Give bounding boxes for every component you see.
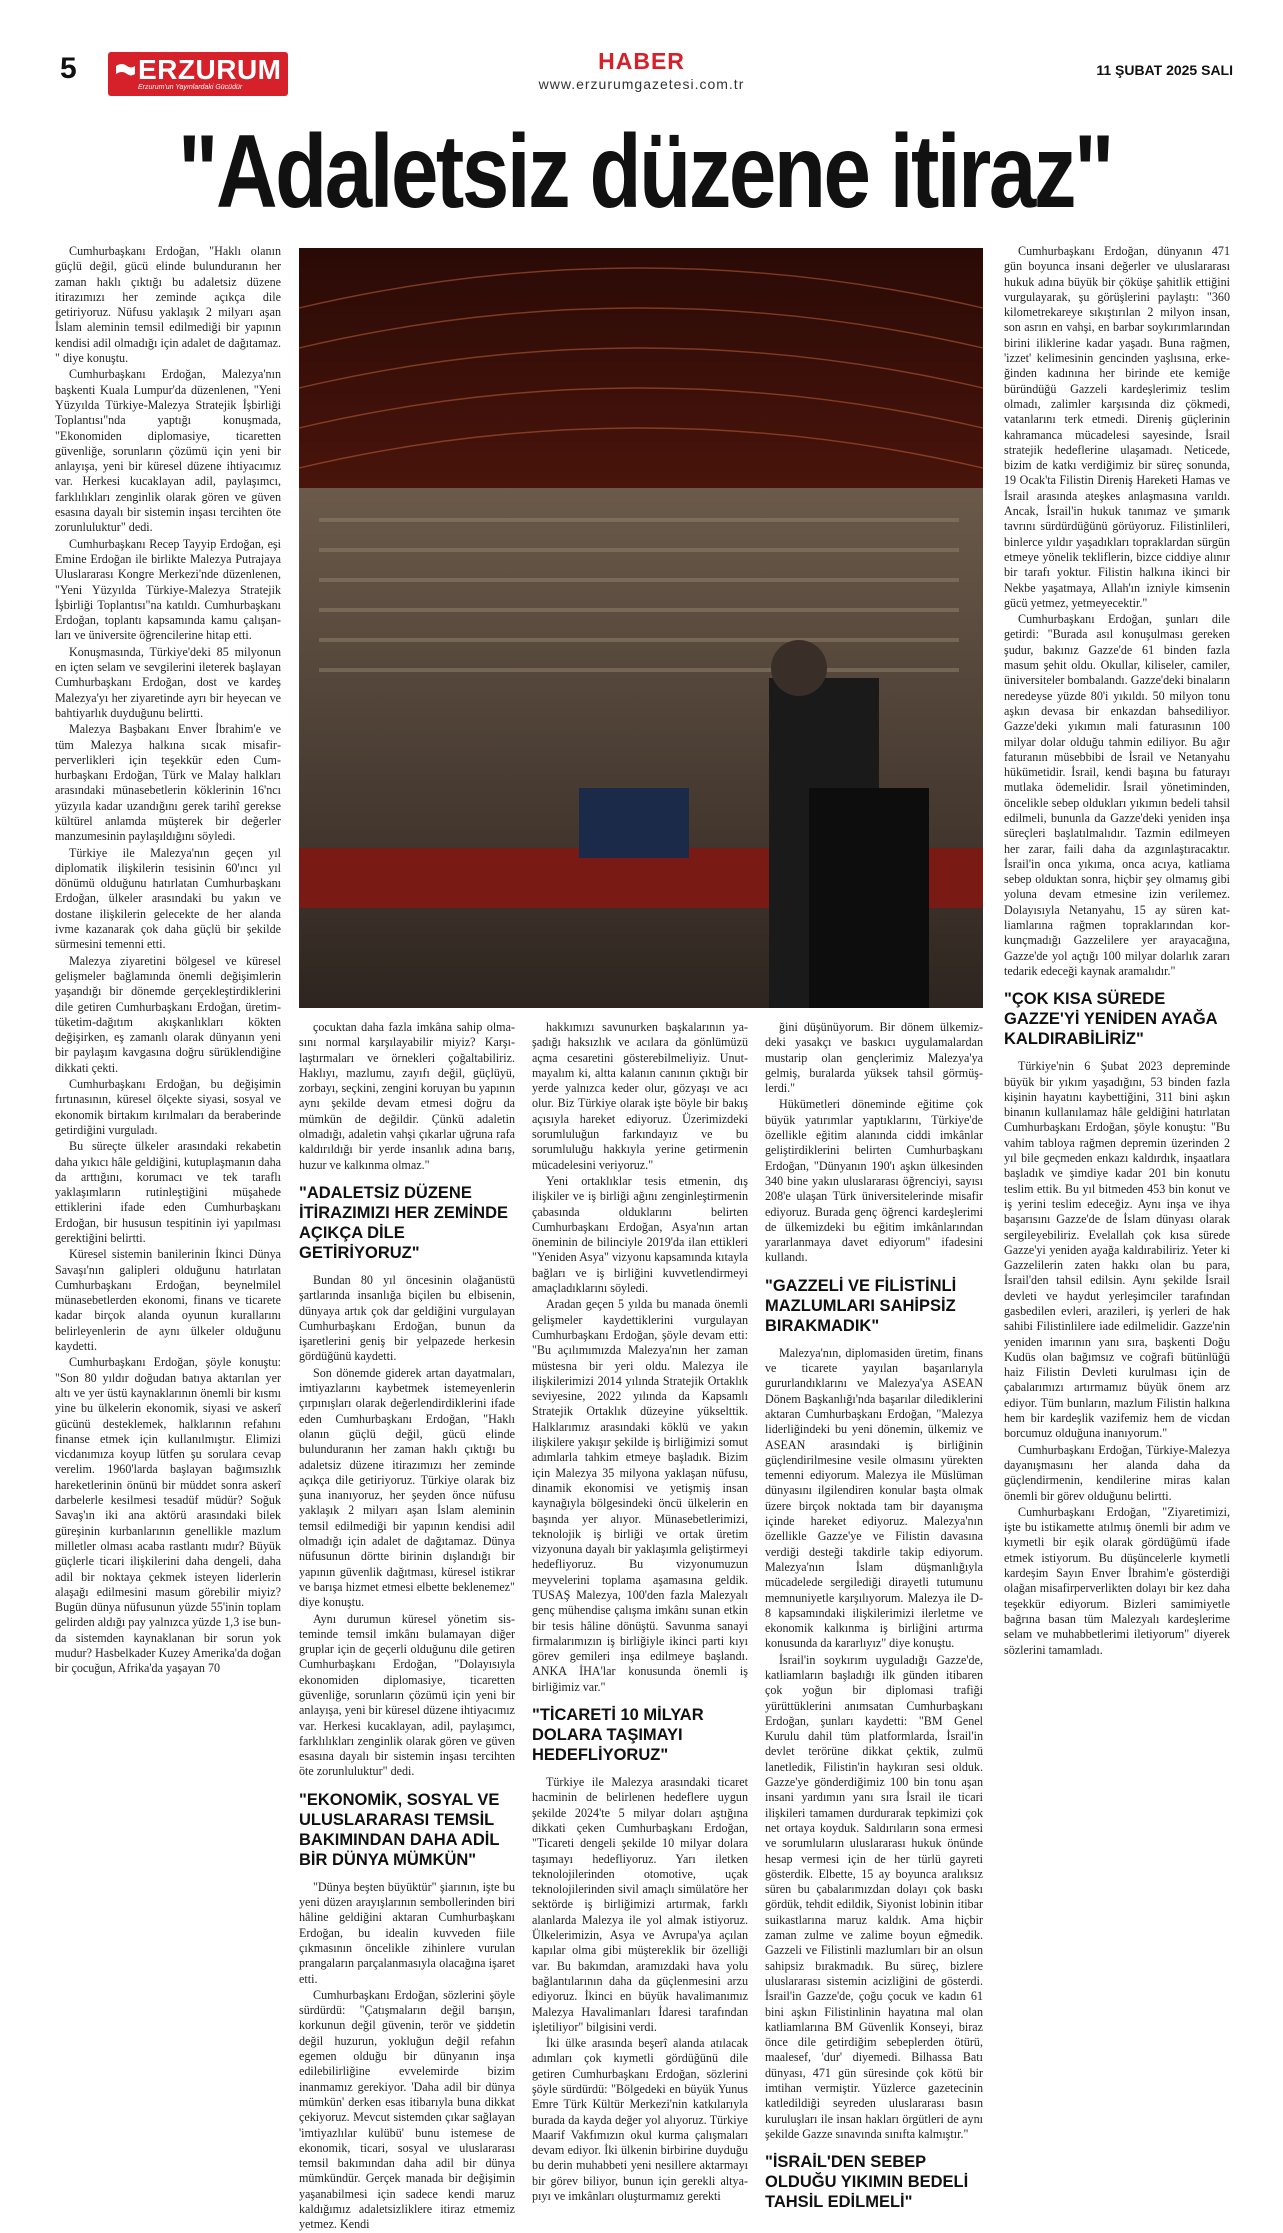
column-2 — [299, 1020, 515, 2232]
article-paragraph: çocuktan daha fazla imkâna sahip olmasını normal karşılayabilir miyiz? Karşılaştırmaları ve örnekleri çoğaltabiliriz. Haklıyı, mazlumu, zayıfı değil, güçlüyü, zorbayı, seçkini, zengini koruyan bu yapının aynı şekilde devam etmesi doğru da mümkün de değildir. Çünkü adaletin olmadığı, adaletin vahşi çıkarlar uğruna rafa kaldırıldığı bir yerde insanlık adına barış, huzur ve kalkınma olmaz." — [299, 1020, 515, 1172]
article-paragraph: Türkiye ile Malezya'nın geçen yıl diplomatik ilişkilerin tesisinin 60'ıncı yıl dönümü olduğunu hatırlatan Cumhurbaşkanı Erdoğan, ülkeler arasındaki bu yakın ve dostane ilişkilerin gelecekte de her alanda ivme kazanarak çok daha güçlü bir şekilde sürmesini temenni etti. — [55, 845, 281, 952]
article-paragraph: Cumhurbaşkanı Erdoğan, bu değişimin fırtınasının, küresel ölçekte siyasi, sosyal ve ekonomik birtakım kırılmaları da beraberinde getirdiğini vurguladı. — [55, 1077, 281, 1137]
article-paragraph: Cumhurbaşkanı Erdoğan, şunları dile getirdi: "Burada asıl konuşulması gereken şudur, bakınız Gazze'de 61 binden fazla masum şehit oldu. Okullar, kiliseler, camiler, üniversiteler bombalandı. Gazze'deki binaların neredeyse yüzde 80'i yıkıldı. 50 milyon tonu aşkın devasa bir enkazdan bahsediliyor. Gazze'deki yıkımın mali faturasının 100 milyar dolar olduğu tahmin ediliyor. Bu ağır faturanın müsebbibi de İsrail ve Netanyahu hükümetidir. İsrail, kendi başına bu faturayı mutlaka ödemelidir. İsrail yönetiminden, öncelikle sebep oldukları yıkımın bedeli tahsil edilmeli, bununla da Gazze'deki yeniden inşa süreçleri başlatılmalıdır. Tazmin edilmeyen her zarar, faili daha da azgınlaştıracaktır. İsrail'in onca yıkıma, onca acıya, katliama sebep olduktan sonra, hiçbir şey olmamış gibi yoluna devam etmesine izin verilemez. Dolayısıyla Netanyahu, 15 ay süren katliamlarına rağmen topraklarından korkunçmadığı Gazzelilere yer arayacağına, Gazze'de yol açtığı 100 milyar dolarlık zararı tedarik edeceği kaynak aramalıdır." — [1004, 612, 1230, 978]
article-paragraph: Türkiye ile Malezya arasındaki ticaret hacminin de belirlenen hedeflere uygun şekilde 2024'te 5 milyar doları aştığına dikkati çeken Cumhurbaşkanı Erdoğan, "Ticareti dengeli şekilde 10 milyar dolara taşımayı hedefliyoruz. Yarı iletken teknolojilerinden otomotive, uçak teknolojilerinden sivil amaçlı simülatöre her sektörde iş birliğimizi artırmak, farklı alanlarda Malezya ile yol almak istiyoruz. Ülkelerimizin, Asya ve Avrupa'ya açılan kapılar olma gibi müştereklik bir özelliği var. Bu bakımdan, aramızdaki hava yolu bağlantılarının daha da güçlenmesini arzu ediyoruz. İkinci en büyük havalimanımız Malezya Havalimanları İdaresi tarafından işletiliyor" bilgisini verdi. — [532, 1775, 748, 2034]
article-paragraph: Cumhurbaşkanı Erdoğan, sözlerini şöyle sürdürdü: "Çatışmaların değil barışın, korkunun değil güvenin, terör ve şiddetin değil huzurun, yokluğun değil refahın egemen olduğu bir dünyanın inşa edilebilirliğine evvelemirde bizim inanmamız gerekiyor. 'Daha adil bir dünya mümkün' derken esas itibarıyla buna dikkat çekiyoruz. Mevcut sistemden çıkar sağlayan 'imtiyazlılar kulübü' bunu istemese de ekonomik, ticari, sosyal ve uluslararası temsil bakımından daha adil bir dünya mümkündür. Gerçek manada bir değişimin yaşanabilmesi için sadece kendi maruz kaldığımız adaletsizliklere itiraz etmemiz yetmez. Kendi — [299, 1987, 515, 2232]
article-paragraph: "Dünya beşten büyüktür" şiarının, işte bu yeni düzen arayışlarının sembollerinden biri hâline geldiğini aktaran Cumhurbaşkanı Erdoğan, bu idealin kuvveden fiile çıkmasının öncelikle zihinlere vurulan prangaların parçalanmasıyla olacağına işaret etti. — [299, 1879, 515, 1986]
article-paragraph: Son dönemde giderek artan dayatmaları, imtiyazlarını kaybetmek istemeyenlerin çırpınışları olarak değerlendirdiklerini ifade eden Cumhurbaşkanı Erdoğan, "Haklı olanın güçlü değil, gücü elinde bulunduranın her zaman haklı çıktığı bu adaletsiz düzene itirazımızı her zeminde açıkça dile getiriyoruz. Türkiye olarak biz şuna inanıyoruz, her şeyden önce nüfusu yaklaşık 2 milyarı aşan İslam aleminin temsil edilmediği bir yapının kendisi adil olmadığı için adalet de dağıtamaz. Dünya nüfusunun dörtte birinin dışlandığı bir yapının güvenlik dağıtması, küresel istikrar ve barışa hizmet etmesi elbette beklenemez" diye konuştu. — [299, 1365, 515, 1610]
column-5 — [1004, 244, 1230, 1972]
issue-date: 11 ŞUBAT 2025 SALI — [1096, 62, 1233, 78]
headline: "Adaletsiz düzene itiraz" — [178, 114, 1112, 230]
logo-text: ERZURUM — [138, 54, 282, 85]
column-1 — [55, 244, 281, 1972]
masthead — [0, 0, 1283, 110]
summit-photo — [299, 248, 983, 1008]
article-paragraph: Yeni ortaklıklar tesis etmenin, dış ilişkiler ve iş birliği ağını zenginleştirmenin çabasında olduklarını belirten Cumhurbaşkanı Erdoğan, Asya'nın artan öneminin de bilinciyle 2019'da ilan ettikleri "Yeniden Asya" vizyonu kapsamında kıtayla bağları ve iş birliğini kuvvetlendirmeyi amaçladıklarını söyledi. — [532, 1173, 748, 1296]
page-number: 5 — [60, 52, 77, 85]
article-paragraph: Cumhurbaşkanı Erdoğan, Malezya'nın başkenti Kuala Lumpur'da düzenlenen, "Yeni Yüzyılda Türkiye-Malezya Stratejik İşbirliği Toplantısı"nda yaptığı konuşmada, "Ekonomiden diplomasiye, ticaretten güvenliğe, sorunların çözümü için yeni bir anlayışa, yeni bir küresel düzene ihtiyacımız var. Herkesi kucaklayan adil, paylaşımcı, farklılıkları zenginlik olarak gören ve güven esasına dayalı bir sistemin inşası tercihten öte zorunluluktur" dedi. — [55, 367, 281, 535]
article-paragraph: Bundan 80 yıl öncesinin olağanüstü şartlarında insanlığa biçilen bu elbisenin, dünyaya artık çok dar geldiğini vurgulayan Cumhurbaşkanı Erdoğan, bunun da işaretlerini geniş bir yelpazede herkesin gördüğünü kaydetti. — [299, 1272, 515, 1364]
website-link[interactable]: www.erzurumgazetesi.com.tr — [538, 76, 745, 92]
conference-hall-image — [299, 248, 983, 1008]
article-paragraph: İki ülke arasında beşerî alanda atılacak adımları çok kıymetli gördüğünü dile getiren Cumhurbaşkanı Erdoğan, sözlerini şöyle sürdürdü: "Bölgedeki en büyük Yunus Emre Türk Kültür Merkezi'nin katkılarıyla burada da kayda değer yol alıyoruz. Türkiye Maarif Vakfımızın okul kurma çalışmaları devam ediyor. İki ülkenin birbirine duyduğu bu derin muhabbeti yeni nesillere aktarmayı bir görev biliyor, bunun için gerekli altyapıyı ve imkânları oluşturmamız gerekti — [532, 2036, 748, 2204]
article-paragraph: Bu süreçte ülkeler arasındaki rekabetin daha yıkıcı hâle geldiğini, kutuplaşmanın daha da arttığını, korumacı ve tek taraflı yaklaşımların rutinleştiğini müşahede ettiklerini ifade eden Cumhurbaşkanı Erdoğan, bir hususun tespitinin iyi yapılması gerektiğini belirtti. — [55, 1139, 281, 1245]
article-paragraph: Cumhurbaşkanı Erdoğan, Türkiye-Malezya dayanışmasını her alanda daha da güçlendirmenin, kendilerine miras kalan önemli bir görev olduğunu belirtti. — [1004, 1442, 1230, 1503]
article-paragraph: Aradan geçen 5 yılda bu manada önemli gelişmeler kaydettiklerini vurgulayan Cumhurbaşkanı Erdoğan, şöyle devam etti: "Bu açılımımızda Malezya'nın her zaman müstesna bir yeri oldu. Malezya ile ilişkilerimizi 2014 yılında Stratejik Ortaklık seviyesine, 2022 yılında da Kapsamlı Stratejik Ortaklık düzeyine yükselttik. Halklarımız arasındaki köklü ve yakın ilişkilere yakışır şekilde iş birliğimizi somut adımlarla tahkim etmeye başladık. Bizim için Malezya 35 milyona yaklaşan nüfusu, dinamik ekonomisi ve yetişmiş insan kaynağıyla bölgesindeki öncü ülkelerin en başında yer alıyor. Münasebetlerimizi, teknolojik iş birliği ve ortak üretim vizyonuna dayalı bir yaklaşımla geliştirmeyi hedefliyoruz. Bu vizyonumuzun meyvelerini toplama aşamasına geldik. TUSAŞ Malezya, 100'den fazla Malezyalı genç mühendise çalışma imkânı sunan etkin bir tesis hâline dönüştü. Savunma sanayi firmalarımızın iş birliğiyle ikinci parti kıyı görev gemileri inşa edilmeye başlandı. ANKA İHA'lar konusunda önemli iş birliğimiz var." — [532, 1297, 748, 1694]
article-subheading: "ADALETSİZ DÜZENE İTİRAZIMIZI HER ZEMİNDE AÇIKÇA DİLE GETİRİYORUZ" — [299, 1183, 508, 1262]
column-4 — [765, 1020, 983, 2212]
column-3 — [532, 1020, 748, 2204]
article-paragraph: ğini düşünüyorum. Bir dönem ülkemizdeki yasakçı ve baskıcı uygulamalardan mustarip olan gençlerimiz Malezya'ya gelmiş, buralarda yüksek tahsil görmüşlerdi." — [765, 1020, 983, 1096]
article-paragraph: Aynı durumun küresel yönetim sisteminde temsil imkânı bulamayan diğer gruplar için de geçerli olduğunu dile getiren Cumhurbaşkanı Erdoğan, "Dolayısıyla ekonomiden diplomasiye, ticaretten güvenliğe, sorunların çözümü için yeni bir anlayışa, yeni bir küresel düzene ihtiyacımız var. Herkesi kucaklayan, adil, paylaşımcı, farklılıkları zenginlik olarak gören ve güven esasına dayalı bir sistemin inşası tercihten öte zorunluluktur" dedi. — [299, 1611, 515, 1779]
article-subheading: "İSRAİL'DEN SEBEP OLDUĞU YIKIMIN BEDELİ TAHSİL EDİLMELİ" — [765, 2153, 969, 2212]
article-paragraph: Cumhurbaşkanı Erdoğan, dünyanın 471 gün boyunca insani değerler ve uluslararası hukuk adına büyük bir çöküşe şahitlik ettiğini vurgulayarak, şu görüşlerini paylaştı: "360 kilometrekareye sıkıştırılan 2 milyon insan, son asrın en vahşi, en barbar soykırımlarından birini iliklerine kadar yaşadı. Buna rağmen, 'izzet' kelimesinin gencinden yaşlısına, erkeğinden kadınına her birinde ete kemiğe büründüğü Gazzeli kardeşlerimiz teslim olmadı, zalimler karşısında diz çökmedi, vatanlarını terk etmedi. Direniş güçlerinin kahramanca mücadelesi sayesinde, İsrail stratejik hedeflerine ulaşamadı. Neticede, bizim de katkı verdiğimiz bir süreç sonunda, 19 Ocak'ta Filistin Direniş Hareketi Hamas ve İsrail arasında ateşkes anlaşmasına varıldı. Ancak, İsrail'in hukuk tanımaz ve şımarık tavrını sürdürdüğünü görüyoruz. Filistinlileri, binlerce yıldır yaşadıkları topraklardan sürgün etmeye yönelik tekliflerin, bizce ciddiye alınır bir tarafı yoktur. Filistin halkına ikinci bir Nekbe yaşatmaya, Allah'ın izniyle kimsenin gücü yetmez, yetmeyecektir." — [1004, 244, 1230, 610]
article-paragraph: Malezya Başbakanı Enver İbrahim'e ve tüm Malezya halkına sıcak misafirperverlikleri için teşekkür eden Cumhurbaşkanı Erdoğan, Türk ve Malay halkları arasındaki münasebetlerin köklerinin 16'ncı yüzyıla kadar uzandığını gerek tarihî gerekse kültürel anlamda müşterek bir değerler manzumesinin paylaşıldığını söyledi. — [55, 722, 281, 844]
article-paragraph: Türkiye'nin 6 Şubat 2023 depreminde büyük bir yıkım yaşadığını, 53 binden fazla kişinin hayatını kaybettiğini, 311 bini aşkın binanın kullanılamaz hâle geldiğini hatırlatan Cumhurbaşkanı Erdoğan, şöyle konuştu: "Bu vahim tabloya rağmen depremin üzerinden 2 yıl bile geçmeden enkazı kaldırdık, inşaatlara başladık ve şimdiye kadar 201 bin konutu teslim ettik. Bu yıl bitmeden 453 bin konut ve iş yerini teslim edeceğiz. Aynı inşa ve ihya başarısını Gazze'de de İslam dünyası olarak sergileyebiliriz. Evelallah çok kısa sürede Gazze'yi yeniden ayağa kaldırabiliriz. Yeter ki Gazzelilerin zaten hakkı olan bu para, İsrail'den tahsil edilsin. Aynı şekilde İsrail devleti ve haydut yerleşimciler tarafından gasbedilen evleri, arazileri, iş yerleri de hak sahibi Filistinlilere iade edilmelidir. Gazze'nin yeniden imarının yanı sıra, başkenti Doğu Kudüs olan bağımsız ve coğrafi bütünlüğü haiz Filistin Devleti kurulması için de çabalarımızı artırmamız büyük önem arz ediyor. Tüm bunların, mazlum Filistin halkına hem bir kardeşlik vazifemiz hem de vicdan borcumuz olduğuna inanıyorum." — [1004, 1059, 1230, 1441]
article-paragraph: Cumhurbaşkanı Erdoğan, "Ziyaretimizi, işte bu istikamette atılmış önemli bir adım ve kıymetli bir eşik olarak gördüğümü ifade etmek istiyorum. Bu düşüncelerle kıymetli kardeşim Sayın Enver İbrahim'e gösterdiği olağan misafirperverlikten dolayı bir kez daha teşekkür ediyorum. Bizleri samimiyetle bağrına basan tüm Malezyalı kardeşlerime selam ve muhabbetlerimi iletiyorum" diyerek sözlerini tamamladı. — [1004, 1504, 1230, 1657]
article-paragraph: Malezya'nın, diplomasiden üretim, finans ve ticarete yayılan başarılarıyla gururlandıklarını ve Malezya'ya ASEAN Dönem Başkanlığı'nda başarılar dilediklerini aktaran Cumhurbaşkanı Erdoğan, "Malezya liderliğindeki bu yeni dönemin, ülkemiz ve ASEAN arasındaki iş birliğinin güçlendirilmesine vesile olmasını yürekten temenni ediyorum. Malezya ile Müslüman dünyasını ilgilendiren konular başta olmak üzere birçok noktada tam bir dayanışma içinde hareket ediyoruz. Malezya'nın özellikle Gazze'ye ve Filistin davasına verdiği desteği takdirle takip ediyorum. Malezya'nın İslam düşmanlığıyla mücadelede sergilediği dirayetli tutumunu memnuniyetle karşılıyorum. Malezya ile D-8 kapsamındaki ilişkilerimizi ilerletme ve ekonomik kalkınma iş birliğini artırma konusunda da kararlıyız" diye konuştu. — [765, 1345, 983, 1651]
article-paragraph: Konuşmasında, Türkiye'deki 85 milyonun en içten selam ve sevgilerini ileterek başlayan Cumhurbaşkanı Erdoğan, dost ve kardeş Malezya'yı her ziyaretinde ayrı bir heyecan ve bahtiyarlık duyduğunu belirtti. — [55, 644, 281, 720]
article-paragraph: hakkımızı savunurken başkalarının yaşadığı haksızlık ve acılara da gönlümüzü açma cesaretini gösterebilmeliyiz. Unutmayalım ki, altta kalanın canının çıktığı bir yerde yalnızca keder olur, gözyaşı ve acı olur. Biz Türkiye olarak işte böyle bir bakış açısıyla hareket ediyoruz. Üzerimizdeki sorumluluğun farkındayız ve bu sorumluluğu hakkıyla yerine getirmenin mücadelesini veriyoruz." — [532, 1020, 748, 1172]
article-paragraph: Cumhurbaşkanı Recep Tayyip Erdoğan, eşi Emine Erdoğan ile birlikte Malezya Putrajaya Uluslararası Kongre Merkezi'nde düzenlenen, "Yeni Yüzyılda Türkiye-Malezya Stratejik İşbirliği Toplantısı"na katıldı. Cumhurbaşkanı Erdoğan, toplantı kapsamında kamu çalışanları ve üniversite öğrencilerine hitap etti. — [55, 536, 281, 643]
article-subheading: "TİCARETİ 10 MİLYAR DOLARA TAŞIMAYI HEDEFLİYORUZ" — [532, 1706, 704, 1765]
article-paragraph: Cumhurbaşkanı Erdoğan, şöyle konuştu: "Son 80 yıldır doğudan batıya aktarılan yer altı ve yer üstü kaynaklarının önemli bir kısmı yine bu ülkelerin ekonomik, siyasi ve askerî gücünü desteklemek, halklarının refahını finanse etmek için kullanılmıştır. Elimizi vicdanımıza koyup lütfen şu sorulara cevap verelim. 1960'larda başlayan bağımsızlık hareketlerinin önünü bir müddet sonra askerî darbelerle kesilmesi tesadüf müdür? Soğuk Savaş'ın iki ana aktörü arasındaki bilek güreşinin kurbanlarının genellikle mazlum milletler olması acaba rastlantı mıdır? Büyük güçlerle ticari ilişkilerini daha dengeli, daha adil bir noktaya çekmek isteyen liderlerin alaşağı edilmesini masum görebilir miyiz? Bugün dünya nüfusunun yüzde 55'inin toplam gelirden aldığı pay yalnızca yüzde 1,3 ise bunda sistemden kaynaklanan bir sorun yok mudur? Hasbelkader Kuzey Amerika'da doğan bir çocuğun, Afrika'da yaşayan 70 — [55, 1355, 281, 1676]
article-subheading: "GAZZELİ VE FİLİSTİNLİ MAZLUMLARI SAHİPSİZ BIRAKMADIK" — [765, 1276, 957, 1335]
logo-slogan: Erzurum'un Yayınlardaki Gücüdür — [138, 84, 243, 91]
article-subheading: "ÇOK KISA SÜREDE GAZZE'Yİ YENİDEN AYAĞA KALDIRABİLİRİZ" — [1004, 990, 1217, 1049]
article-paragraph: İsrail'in soykırım uyguladığı Gazze'de, katliamların başladığı ilk günden itibaren çok yoğun bir diplomasi trafiği yürüttüklerini anımsatan Cumhurbaşkanı Erdoğan, şunları kaydetti: "BM Genel Kurulu dahil tüm platformlarda, İsrail'in devlet terörüne dikkat çektik, zulmü lanetledik, Filistin'in haykıran sesi olduk. Gazze'ye gönderdiğimiz 100 bin tonu aşan insani yardımın yanı sıra İsrail ile ticari ilişkileri tamamen durdurarak tepkimizi çok net ortaya koyduk. Saldırıların sona ermesi ve sorumluların uluslararası hukuk önünde hesap vermesi için de her türlü gayreti gösterdik. Elbette, 15 ay boyunca aralıksız süren bu çabalarımızdan dolayı çok baskı gördük, tehdit edildik, Siyonist lobinin itibar suikastlarına maruz kaldık. Ama hiçbir zaman zulme ve zalime boyun eğmedik. Gazzeli ve Filistinli mazlumları bir an olsun sahipsiz bırakmadık. Bu süreç, bizlere uluslararası sistemin acizliğini de gösterdi. İsrail'in Gazze'de, çoğu çocuk ve kadın 61 bini aşkın Filistinlinin hayatına mal olan katliamlarına BM Güvenlik Konseyi, biraz önce dile getirdiğim sebeplerden ötürü, maalesef, 'dur' diyemedi. Bilhassa Batı dünyası, 471 gün süresinde çok kötü bir imtihan vermiştir. Yüzlerce gazetecinin katledildiği seyreden uluslararası basın kuruluşları ile insan hakları örgütleri de aynı şekilde Gazze sınavında sınıfta kalmıştır." — [765, 1652, 983, 2141]
article-paragraph: Malezya ziyaretini bölgesel ve küresel gelişmeler bağlamında önemli değişimlerin yaşandığı bir dönemde gerçekleştirdiklerini dile getiren Cumhurbaşkanı Erdoğan, üretim-tüketim-dağıtım akışkanlıkları kökten değişirken, eş zamanlı olarak dünyanın yeni bir paylaşım kavgasına doğru sürüklendiğine dikkati çekti. — [55, 953, 281, 1075]
section-label: HABER — [598, 48, 685, 74]
article-paragraph: Cumhurbaşkanı Erdoğan, "Haklı olanın güçlü değil, gücü elinde bulunduranın her zaman haklı çıktığı bu adaletsiz düzene itirazımızı her zeminde açıkça dile getiriyoruz. Nüfusu yaklaşık 2 milyarı aşan İslam aleminin temsil edilmediği bir yapının kendisi adil olmadığı için adalet de dağıtamaz. " diye konuştu. — [55, 244, 281, 366]
article-subheading: "EKONOMİK, SOSYAL VE ULUSLARARASI TEMSİL BAKIMINDAN DAHA ADİL BİR DÜNYA MÜMKÜN" — [299, 1790, 500, 1869]
article-paragraph: Küresel sistemin banilerinin İkinci Dünya Savaşı'nın galipleri olduğunu hatırlatan Cumhurbaşkanı Erdoğan, beynelmilel münasebetlerden ekonomi, finans ve ticarete kadar birçok alanda oyunun kurallarını belirleyenlerin de aynı ülkeler olduğunu kaydetti. — [55, 1247, 281, 1354]
article-paragraph: Hükümetleri döneminde eğitime çok büyük yatırımlar yaptıklarını, Türkiye'de özellikle eğitim alanında ciddi imkânlar geliştirdiklerini belirten Cumhurbaşkanı Erdoğan, "Dünyanın 190'ı aşkın ülkesinden 340 bine yakın uluslararası öğrenciyi, sayısı 208'e ulaşan Türk üniversitelerinde misafir ediyoruz. Burada genç öğrenci kardeşlerimi de ülkemizdeki bu eğitim imkânlarından yararlanmaya davet ediyorum" ifadesini kullandı. — [765, 1097, 983, 1265]
